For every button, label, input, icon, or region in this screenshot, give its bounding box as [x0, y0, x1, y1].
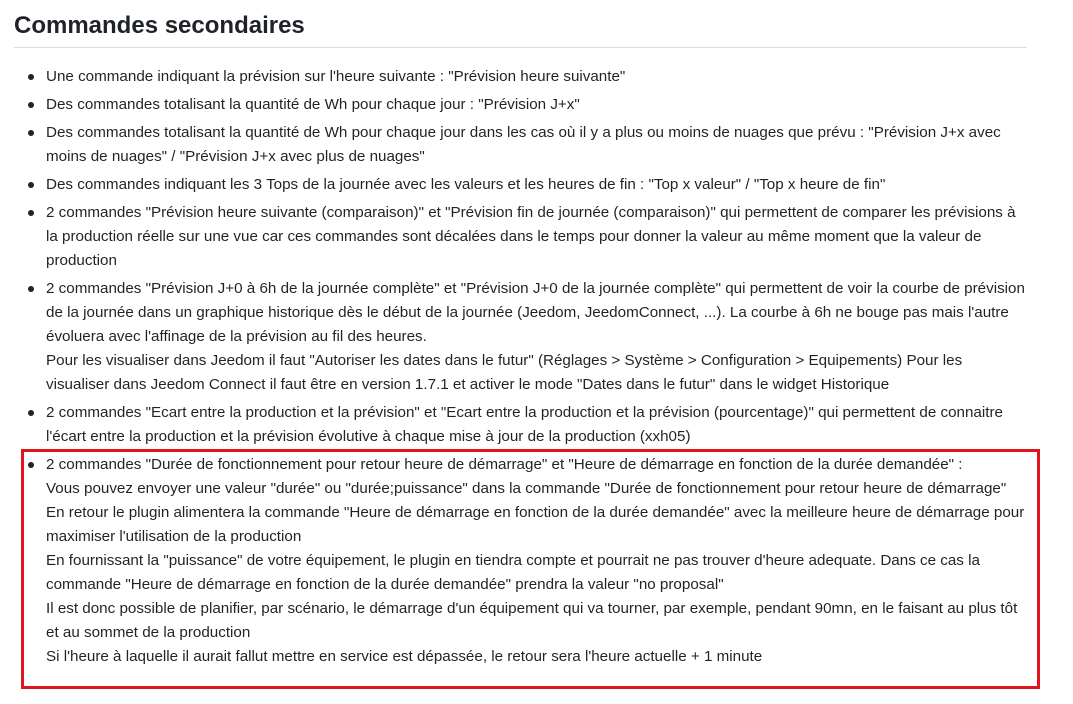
list-item-text: Une commande indiquant la prévision sur l'heure suivante : "Prévision heure suivante"	[46, 68, 626, 85]
list-item	[14, 277, 1027, 397]
list-item-text: En retour le plugin alimentera la commande "Heure de démarrage en fonction de la durée demandée" avec la meilleure heure de démarrage pour maximiser l'utilisation de la production	[46, 504, 1025, 545]
list-item-text: 2 commandes "Prévision J+0 à 6h de la journée complète" et "Prévision J+0 de la journée complète" qui permettent de voir la courbe de prévision de la journée dans un graphique historique dès le début de la journée (Jeedom, JeedomConnect, ...). La courbe à 6h ne bouge pas mais l'autre évoluera avec l'affinage de la prévision au fil des heures.	[46, 280, 1025, 345]
bullet-icon	[28, 462, 34, 468]
document-page	[14, 0, 1027, 673]
bullet-icon	[28, 410, 34, 416]
list-item-text: Il est donc possible de planifier, par scénario, le démarrage d'un équipement qui va tourner, par exemple, pendant 90mn, en le faisant au plus tôt et au sommet de la production	[46, 600, 1018, 641]
list-item	[14, 121, 1027, 169]
command-list	[14, 65, 1027, 669]
list-item-text: Vous pouvez envoyer une valeur "durée" ou "durée;puissance" dans la commande "Durée de fonctionnement pour retour heure de démarrage"	[46, 480, 1007, 497]
bullet-icon	[28, 286, 34, 292]
list-item-text: Si l'heure à laquelle il aurait fallut mettre en service est dépassée, le retour sera l'heure actuelle + 1 minute	[46, 648, 763, 665]
bullet-icon	[28, 74, 34, 80]
list-item-text: En fournissant la "puissance" de votre équipement, le plugin en tiendra compte et pourrait ne pas trouver d'heure adequate. Dans ce cas la commande "Heure de démarrage en fonction de la durée demandée" prendra la valeur "no proposal"	[46, 552, 980, 593]
list-item-text: 2 commandes "Ecart entre la production et la prévision" et "Ecart entre la production et la prévision (pourcentage)" qui permettent de connaitre l'écart entre la production et la prévision évolutive à chaque mise à jour de la production (xxh05)	[46, 404, 1003, 445]
bullet-icon	[28, 130, 34, 136]
bullet-icon	[28, 210, 34, 216]
list-item	[14, 93, 1027, 117]
list-item-text: 2 commandes "Durée de fonctionnement pour retour heure de démarrage" et "Heure de démarrage en fonction de la durée demandée" :	[46, 456, 963, 473]
list-item	[14, 173, 1027, 197]
list-item-text: Pour les visualiser dans Jeedom il faut "Autoriser les dates dans le futur" (Réglages > Système > Configuration > Equipements) Pour les visualiser dans Jeedom Connect il faut être en version 1.7.1 et activer le mode "Dates dans le futur" dans le widget Historique	[46, 352, 963, 393]
list-item-text: 2 commandes "Prévision heure suivante (comparaison)" et "Prévision fin de journée (comparaison)" qui permettent de comparer les prévisions à la production réelle sur une vue car ces commandes sont décalées dans le temps pour donner la valeur au même moment que la valeur de production	[46, 204, 1016, 269]
list-item-text: Des commandes indiquant les 3 Tops de la journée avec les valeurs et les heures de fin : "Top x valeur" / "Top x heure de fin"	[46, 176, 886, 193]
list-item-text: Des commandes totalisant la quantité de Wh pour chaque jour : "Prévision J+x"	[46, 96, 580, 113]
bullet-icon	[28, 102, 34, 108]
list-item-text: Des commandes totalisant la quantité de Wh pour chaque jour dans les cas où il y a plus ou moins de nuages que prévu : "Prévision J+x avec moins de nuages" / "Prévision J+x avec plus de nuages"	[46, 124, 1001, 165]
bullet-icon	[28, 182, 34, 188]
list-item	[14, 65, 1027, 89]
list-item	[14, 401, 1027, 449]
list-item	[14, 201, 1027, 273]
list-item	[14, 453, 1027, 669]
section-title: Commandes secondaires	[14, 0, 1027, 48]
